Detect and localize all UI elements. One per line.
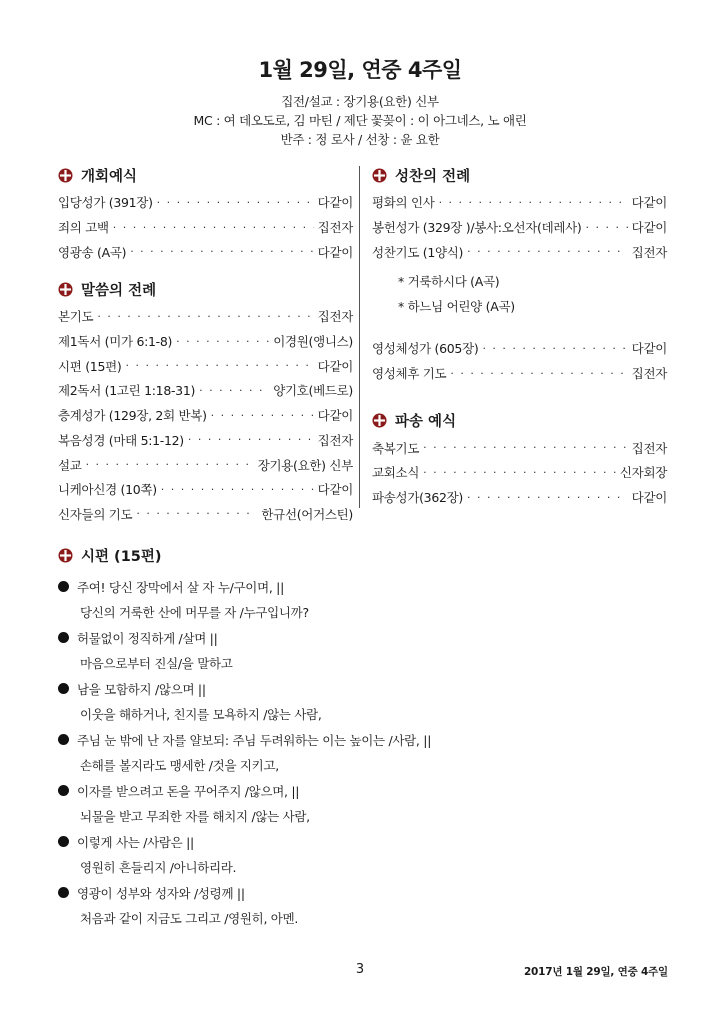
- leader-dots: [211, 409, 314, 422]
- order-label: 시편 (15편): [58, 358, 122, 374]
- order-label: 축복기도: [372, 440, 420, 456]
- psalm-verse: [58, 778, 668, 829]
- leader-dots: [113, 221, 314, 234]
- order-row: [58, 353, 353, 378]
- order-label: 파송성가(362장): [372, 490, 463, 506]
- psalm-verse: [58, 676, 668, 727]
- verse-response: 영원히 흔들리지 /아니하리라.: [80, 860, 237, 876]
- order-value: 다같이: [317, 482, 353, 498]
- verse-response: 마음으로부터 진실/을 말하고: [80, 656, 233, 672]
- order-value: 다같이: [317, 244, 353, 260]
- verse-text: 이자를 받으려고 돈을 꾸어주지 /않으며, ||: [77, 783, 300, 799]
- order-row: [372, 215, 667, 240]
- verse-response: 처음과 같이 지금도 그리고 /영원히, 아멘.: [80, 911, 299, 927]
- verse-line: [58, 829, 668, 855]
- leader-dots: [467, 245, 628, 258]
- order-row: [372, 485, 667, 510]
- order-label: 제2독서 (1고린 1:18-31): [58, 383, 196, 399]
- leader-dots: [176, 335, 269, 348]
- order-row: [58, 239, 353, 264]
- leader-dots: [439, 196, 628, 209]
- order-row: [58, 190, 353, 215]
- order-value: 다같이: [317, 408, 353, 424]
- order-value: 다같이: [631, 341, 667, 357]
- section-title: 말씀의 전례: [81, 282, 157, 299]
- cross-icon: [372, 168, 387, 183]
- order-value: 신자회장: [619, 465, 667, 481]
- order-row: [372, 190, 667, 215]
- bullet-icon: [58, 887, 69, 898]
- order-value: 다같이: [631, 220, 667, 236]
- psalm-verse: [58, 829, 668, 880]
- section-title: 시편 (15편): [81, 548, 162, 565]
- psalm-verses: [58, 574, 668, 931]
- order-value: 집전자: [631, 366, 667, 382]
- order-label: 복음성경 (마태 5:1-12): [58, 432, 184, 448]
- order-value: 양기호(베드로): [273, 383, 353, 399]
- psalm-verse: [58, 880, 668, 931]
- verse-text: 남을 모함하지 /않으며 ||: [77, 681, 206, 697]
- verse-response: 뇌물을 받고 무죄한 자를 해치지 /않는 사람,: [80, 809, 310, 825]
- section-title: 개회예식: [81, 168, 138, 185]
- order-label: 영성체성가 (605장): [372, 341, 479, 357]
- order-row: [372, 336, 667, 361]
- order-label: 평화의 인사: [372, 195, 435, 211]
- verse-line: [58, 727, 668, 753]
- verse-line: [58, 625, 668, 651]
- order-row: [372, 361, 667, 386]
- order-row: [372, 239, 667, 264]
- bullet-icon: [58, 683, 69, 694]
- order-label: 설교: [58, 457, 82, 473]
- leader-dots: [423, 466, 616, 479]
- leader-dots: [586, 221, 628, 234]
- order-value: 다같이: [631, 490, 667, 506]
- leader-dots: [157, 196, 314, 209]
- order-label: 니케아신경 (10쪽): [58, 482, 157, 498]
- order-label: 죄의 고백: [58, 220, 109, 236]
- psalm-section: [58, 540, 668, 931]
- bullet-icon: [58, 581, 69, 592]
- bullet-icon: [58, 785, 69, 796]
- order-value: 집전자: [317, 309, 353, 325]
- credits: [0, 92, 720, 149]
- verse-text: 허물없이 정직하게 /살며 ||: [77, 630, 218, 646]
- section-heading-eucharist: [372, 160, 667, 190]
- right-column: [372, 160, 667, 510]
- verse-response: 이웃을 해하거나, 친지를 모욕하지 /않는 사람,: [80, 707, 322, 723]
- order-value: 다같이: [631, 195, 667, 211]
- order-row: [58, 452, 353, 477]
- verse-response: 당신의 거룩한 산에 머무를 자 /누구입니까?: [80, 605, 309, 621]
- column-divider: [359, 166, 360, 508]
- psalm-verse: [58, 727, 668, 778]
- order-label: 본기도: [58, 309, 94, 325]
- order-label: 입당성가 (391장): [58, 195, 153, 211]
- order-row: [58, 378, 353, 403]
- leader-dots: [467, 491, 628, 504]
- page-number: 3: [355, 962, 365, 977]
- verse-line: [58, 574, 668, 600]
- verse-line: [58, 676, 668, 702]
- sub-item: * 거룩하시다 (A곡): [398, 273, 500, 289]
- leader-dots: [97, 310, 313, 323]
- leader-dots: [188, 433, 314, 446]
- order-list: [372, 190, 667, 264]
- bullet-icon: [58, 836, 69, 847]
- cross-icon: [58, 282, 73, 297]
- order-value: 집전자: [317, 432, 353, 448]
- order-row: [372, 435, 667, 460]
- order-list: [372, 336, 667, 385]
- leader-dots: [450, 367, 627, 380]
- page-title: 1월 29일, 연중 4주일: [258, 58, 462, 82]
- psalm-verse: [58, 574, 668, 625]
- left-column: [58, 160, 353, 526]
- order-list: [58, 304, 353, 526]
- section-title: 성찬의 전례: [395, 168, 471, 185]
- section-title: 파송 예식: [395, 413, 457, 430]
- leader-dots: [199, 384, 269, 397]
- order-list: [372, 435, 667, 509]
- order-row: [58, 215, 353, 240]
- order-label: 성찬기도 (1양식): [372, 244, 464, 260]
- order-value: 이경원(앵니스): [273, 334, 353, 350]
- order-label: 교회소식: [372, 465, 420, 481]
- leader-dots: [125, 359, 313, 372]
- verse-text: 영광이 성부와 성자와 /성령께 ||: [77, 885, 245, 901]
- order-label: 제1독서 (미가 6:1-8): [58, 334, 173, 350]
- order-value: 다같이: [317, 195, 353, 211]
- cross-icon: [58, 548, 73, 563]
- psalm-verse: [58, 625, 668, 676]
- bullet-icon: [58, 734, 69, 745]
- order-value: 장기용(요한) 신부: [257, 457, 353, 473]
- order-label: 영성체후 기도: [372, 366, 447, 382]
- sub-list: [372, 268, 667, 318]
- order-value: 집전자: [631, 244, 667, 260]
- order-row: [58, 502, 353, 527]
- verse-response: 손해를 볼지라도 맹세한 /것을 지키고,: [80, 758, 279, 774]
- section-heading-psalm: [58, 540, 668, 570]
- credits-line: 반주 : 정 로사 / 선창 : 윤 요한: [280, 132, 440, 147]
- credits-line: 집전/설교 : 장기용(요한) 신부: [281, 94, 439, 109]
- order-value: 집전자: [317, 220, 353, 236]
- section-heading-word: [58, 274, 353, 304]
- verse-text: 이렇게 사는 /사람은 ||: [77, 834, 194, 850]
- cross-icon: [58, 168, 73, 183]
- verse-line: [58, 778, 668, 804]
- leader-dots: [423, 441, 628, 454]
- verse-text: 주여! 당신 장막에서 살 자 누/구이며, ||: [77, 579, 285, 595]
- leader-dots: [161, 483, 314, 496]
- section-heading-dismissal: [372, 405, 667, 435]
- order-value: 한규선(어거스틴): [261, 506, 353, 522]
- verse-text: 주님 눈 밖에 난 자를 얄보되: 주님 두려워하는 이는 높이는 /사람, ||: [77, 732, 432, 748]
- order-row: [58, 304, 353, 329]
- order-list: [58, 190, 353, 264]
- order-row: [58, 329, 353, 354]
- leader-dots: [482, 342, 627, 355]
- order-value: 집전자: [631, 440, 667, 456]
- footer-date: 2017년 1월 29일, 연중 4주일: [523, 966, 668, 978]
- section-heading-opening: [58, 160, 353, 190]
- cross-icon: [372, 413, 387, 428]
- order-label: 층계성가 (129장, 2회 반복): [58, 408, 207, 424]
- order-row: [58, 477, 353, 502]
- order-label: 신자들의 기도: [58, 506, 133, 522]
- credits-line: MC : 여 데오도로, 김 마틴 / 제단 꽃꽂이 : 이 아그네스, 노 애린: [193, 113, 527, 128]
- order-row: [58, 403, 353, 428]
- order-label: 영광송 (A곡): [58, 244, 127, 260]
- order-row: [58, 428, 353, 453]
- leader-dots: [130, 245, 313, 258]
- sub-item: * 하느님 어린양 (A곡): [398, 298, 515, 314]
- order-label: 봉헌성가 (329장 )/봉사:오선자(데레사): [372, 220, 582, 236]
- leader-dots: [86, 458, 254, 471]
- verse-line: [58, 880, 668, 906]
- order-value: 다같이: [317, 358, 353, 374]
- leader-dots: [136, 507, 257, 520]
- bullet-icon: [58, 632, 69, 643]
- order-row: [372, 460, 667, 485]
